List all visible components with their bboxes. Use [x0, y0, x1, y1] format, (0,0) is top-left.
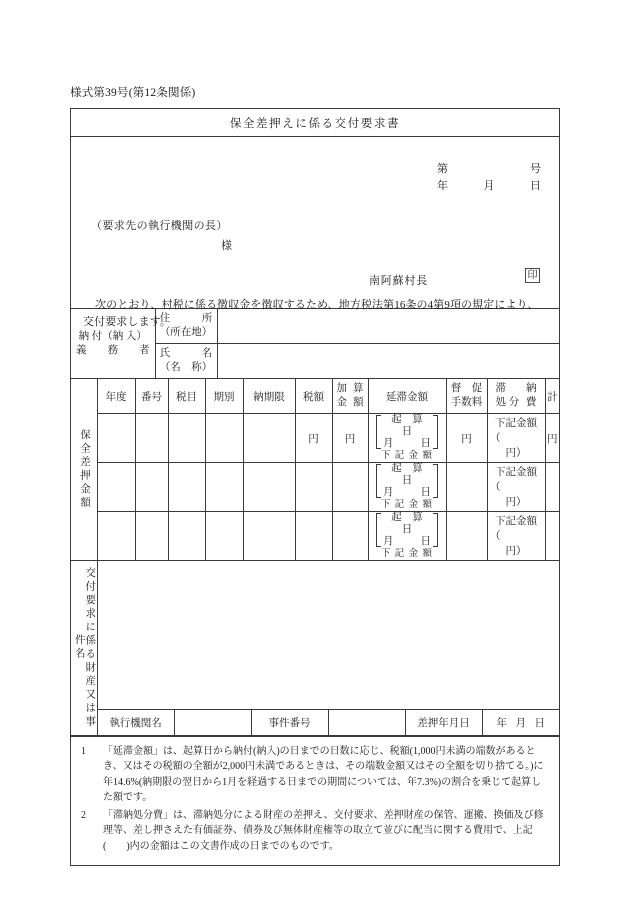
entotai-date-line — [383, 438, 431, 450]
entotai-month: 月 — [383, 536, 394, 547]
kasan-line1-left: 加 — [336, 383, 347, 394]
number-label: 第 — [437, 163, 448, 175]
column-header-taino — [487, 379, 545, 414]
table-row — [71, 512, 559, 561]
entotai-kisan-label: 起 算 日 — [391, 414, 434, 437]
cell-noukigen[interactable] — [243, 512, 295, 561]
taino-paren-open: （ — [490, 530, 501, 542]
column-header-bango: 番号 — [135, 379, 168, 414]
taino-label: 下記金額 — [495, 466, 537, 478]
cell-zeimoku[interactable] — [168, 414, 205, 463]
note-item — [81, 808, 549, 855]
entotai-kisan-line — [383, 512, 434, 536]
entotai-bracket — [376, 463, 438, 499]
cell-nendo[interactable] — [97, 512, 135, 561]
cell-zeimoku[interactable] — [168, 463, 205, 512]
exec-agency-value[interactable] — [174, 709, 251, 735]
year-label: 年 — [437, 180, 448, 192]
property-table — [71, 561, 559, 736]
entotai-bracket — [376, 414, 438, 450]
cell-entotai[interactable] — [368, 512, 446, 561]
taino-paren-yen: 円） — [505, 447, 527, 459]
taino-paren-yen: 円） — [505, 545, 527, 557]
entotai-day: 日 — [420, 438, 431, 449]
entotai-kisan-label: 起 算 日 — [391, 512, 434, 535]
name-value-cell[interactable] — [217, 344, 559, 379]
cell-entotai[interactable] — [368, 414, 446, 463]
number-unit: 号 — [530, 163, 541, 175]
seal-stamp-box: 印 — [525, 268, 540, 283]
addressee-label: （要求先の執行機関の長） — [91, 220, 228, 232]
seizure-month-label: 月 — [515, 717, 526, 729]
entotai-kisan-line — [383, 414, 434, 438]
note-number: 2 — [81, 809, 86, 821]
cell-kei[interactable] — [545, 463, 559, 512]
entotai-month: 月 — [383, 487, 394, 498]
document-date-row — [437, 178, 541, 194]
note-text: 「延滞金額」は、起算日から納付(納入)の日までの日数に応じ、税額(1,000円未満の端数があるとき、又はその税額の全額が2,000円未満であるときは、その端数金額又はその全額を切り捨てる。)に年14.6%(納期限の翌日から1月を経過する日までの期間については、年7.3%)の割合を乗じて起算した額です。 — [103, 745, 544, 803]
column-header-entotai: 延滞金額 — [368, 379, 446, 414]
amount-row-label: 保全差押金額 — [79, 429, 90, 510]
cell-zeimoku[interactable] — [168, 512, 205, 561]
cell-noukigen[interactable] — [243, 414, 295, 463]
taino-paren-open: （ — [490, 481, 501, 493]
cell-nendo[interactable] — [97, 414, 135, 463]
entotai-kisan-line — [383, 463, 434, 487]
cell-taino[interactable] — [487, 512, 545, 561]
taino-line2-right: 費 — [526, 397, 537, 408]
taino-paren-line — [488, 431, 545, 461]
kasan-line2-right: 額 — [353, 397, 364, 408]
cell-kei[interactable] — [545, 512, 559, 561]
cell-zeigaku[interactable] — [295, 512, 332, 561]
cell-zeigaku[interactable] — [295, 463, 332, 512]
column-header-zeimoku: 税目 — [168, 379, 205, 414]
cell-taino[interactable] — [487, 414, 545, 463]
property-label-cell — [71, 561, 97, 735]
cell-zeigaku[interactable]: 円 — [295, 414, 332, 463]
cell-tokusoku[interactable] — [446, 463, 487, 512]
body-paragraph: 次のとおり、村税に係る徴収金を徴収するため、地方税法第16条の4第9項の規定により、交付要求します。 — [83, 299, 539, 328]
table-row — [71, 414, 559, 463]
taino-line2-left: 処 分 — [495, 397, 520, 408]
cell-kei[interactable]: 円 — [545, 414, 559, 463]
taino-paren-yen: 円） — [505, 496, 527, 508]
entotai-date-line — [383, 536, 431, 548]
property-label: 交付要求に係る財産又は事件名 — [73, 566, 96, 729]
taxpayer-label-line1: 納 付（納 入） — [78, 330, 147, 342]
name-label-line1: 氏 名 — [159, 348, 213, 359]
addressee-honorific: 様 — [221, 240, 232, 252]
amount-row-label-cell — [71, 379, 97, 561]
column-header-kasan — [332, 379, 368, 414]
month-label: 月 — [483, 180, 495, 192]
seizure-day-label: 日 — [534, 717, 545, 729]
amount-table-header-row — [71, 379, 559, 414]
cell-kibetsu[interactable] — [205, 512, 243, 561]
taxpayer-label-line2: 義 務 者 — [76, 344, 150, 356]
tokusoku-line1: 督 促 — [450, 383, 483, 394]
column-header-tokusoku — [446, 379, 487, 414]
taino-label: 下記金額 — [495, 417, 537, 429]
document-number-and-date — [437, 161, 541, 194]
taino-line1-right: 納 — [526, 383, 537, 394]
cell-kibetsu[interactable] — [205, 414, 243, 463]
note-number: 1 — [81, 745, 86, 757]
seizure-date-label: 差押年月日 — [405, 709, 482, 735]
cell-tokusoku[interactable] — [446, 512, 487, 561]
column-header-kei: 計 — [545, 379, 559, 414]
taino-paren-open: （ — [490, 432, 501, 444]
tokusoku-line2: 手数料 — [450, 397, 483, 408]
cell-tokusoku[interactable]: 円 — [446, 414, 487, 463]
cell-bango[interactable] — [135, 414, 168, 463]
column-header-zeigaku: 税額 — [295, 379, 332, 414]
name-label-line2: （名 称） — [159, 362, 213, 373]
taino-paren-line — [488, 529, 545, 559]
execution-agency-row — [71, 709, 559, 735]
entotai-day: 日 — [420, 536, 431, 547]
seizure-year-label: 年 — [496, 717, 507, 729]
column-header-nendo: 年度 — [97, 379, 135, 414]
entotai-kisan-label: 起 算 日 — [391, 463, 434, 486]
entotai-day: 日 — [420, 487, 431, 498]
taino-label: 下記金額 — [495, 515, 537, 527]
issuer-name: 南阿蘇村長 — [369, 275, 428, 287]
case-number-value[interactable] — [328, 709, 405, 735]
notes-section — [71, 736, 559, 866]
cell-noukigen[interactable] — [243, 463, 295, 512]
taino-line1-left: 滞 — [495, 383, 506, 394]
cell-kibetsu[interactable] — [205, 463, 243, 512]
entotai-below-label: 下 記 金 額 — [380, 500, 434, 510]
property-value-cell[interactable] — [97, 561, 559, 709]
cell-bango[interactable] — [135, 512, 168, 561]
seizure-date-value[interactable] — [482, 709, 559, 735]
exec-agency-label: 執行機関名 — [97, 709, 174, 735]
cell-kasan[interactable] — [332, 463, 368, 512]
taino-paren-line — [488, 480, 545, 510]
cell-kasan[interactable] — [332, 512, 368, 561]
kasan-line1-right: 算 — [353, 383, 364, 394]
cell-kasan[interactable]: 円 — [332, 414, 368, 463]
address-label-line2: （所在地） — [159, 327, 213, 338]
note-text: 「滞納処分費」は、滞納処分による財産の差押え、交付要求、差押財産の保管、運搬、換価及び修理等、差し押さえた有価証券、債券及び無体財産権等の取立て並びに配当に関する費用で、上記( )内の金額はこの文書作成の日までのものです。 — [103, 809, 544, 852]
cell-entotai[interactable] — [368, 463, 446, 512]
amount-table — [71, 379, 559, 561]
cell-nendo[interactable] — [97, 463, 135, 512]
kasan-line2-left: 金 — [336, 397, 347, 408]
day-label: 日 — [530, 180, 541, 192]
entotai-month: 月 — [383, 438, 394, 449]
entotai-date-line — [383, 487, 431, 499]
name-label-cell — [155, 344, 217, 379]
address-label-line1: 住 所 — [159, 313, 213, 324]
column-header-noukigen: 納期限 — [243, 379, 295, 414]
column-header-kibetsu: 期別 — [205, 379, 243, 414]
table-row — [71, 463, 559, 512]
cell-bango[interactable] — [135, 463, 168, 512]
case-number-label: 事件番号 — [251, 709, 328, 735]
form-title: 保全差押えに係る交付要求書 — [71, 109, 559, 137]
entotai-below-label: 下 記 金 額 — [380, 549, 434, 559]
cell-taino[interactable] — [487, 463, 545, 512]
document-number-row — [437, 161, 541, 177]
property-description-row — [71, 561, 559, 709]
entotai-below-label: 下 記 金 額 — [380, 451, 434, 461]
note-item — [81, 744, 549, 806]
form-number: 様式第39号(第12条関係) — [70, 87, 196, 99]
entotai-bracket — [376, 512, 438, 548]
form-document — [70, 108, 560, 866]
